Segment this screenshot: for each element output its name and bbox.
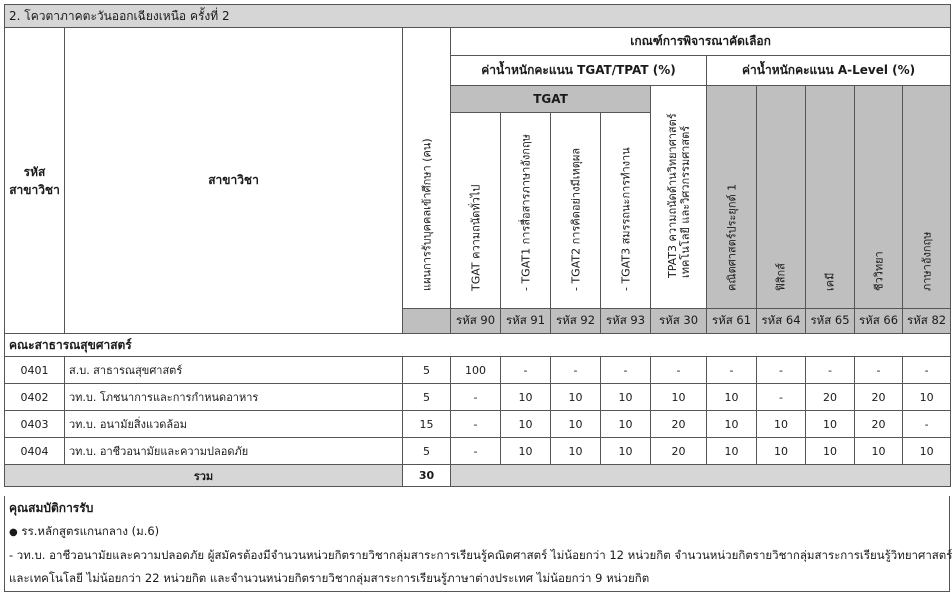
row-score: 20 — [651, 411, 707, 438]
row-score: - — [451, 438, 501, 465]
row-score: - — [707, 357, 757, 384]
row-score: - — [757, 357, 806, 384]
row-score: 10 — [651, 384, 707, 411]
row-code: 0404 — [5, 438, 65, 465]
subject-code: รหัส 65 — [806, 309, 855, 334]
header-alevel-weight: ค่าน้ำหนักคะแนน A-Level (%) — [707, 56, 951, 86]
row-score: 10 — [707, 438, 757, 465]
row-score: 10 — [806, 411, 855, 438]
bullet-icon: ● — [9, 527, 18, 538]
subject-code: รหัส 66 — [855, 309, 903, 334]
row-code: 0402 — [5, 384, 65, 411]
header-plan — [403, 28, 451, 309]
notes-line: และเทคโนโลยี ไม่น้อยกว่า 22 หน่วยกิต และจำนวนหน่วยกิตรายวิชากลุ่มสาระการเรียนรู้ภาษาต่างประเทศ ไม่น้อยกว่า 9 หน่วยกิต — [9, 571, 650, 585]
row-major: วท.บ. อาชีวอนามัยและความปลอดภัย — [65, 438, 403, 465]
table-row — [5, 384, 951, 411]
row-score: 10 — [501, 411, 551, 438]
header-plan-spacer — [403, 309, 451, 334]
row-score: - — [601, 357, 651, 384]
row-score: 10 — [707, 411, 757, 438]
subject-code: รหัส 61 — [707, 309, 757, 334]
subject-tgat1-label: - TGAT1 การสื่อสารภาษาอังกฤษ — [519, 134, 532, 291]
row-major: วท.บ. อนามัยสิ่งแวดล้อม — [65, 411, 403, 438]
subject-physics — [757, 86, 806, 309]
row-score: - — [903, 411, 951, 438]
notes-line-text: รร.หลักสูตรแกนกลาง (ม.6) — [21, 524, 160, 538]
row-score: 10 — [707, 384, 757, 411]
row-major: ส.บ. สาธารณสุขศาสตร์ — [65, 357, 403, 384]
header-plan-label: แผนการรับบุคคลเข้าศึกษา (คน) — [420, 138, 433, 291]
subject-chemistry — [806, 86, 855, 309]
total-row — [5, 465, 951, 487]
header-code-label: รหัส สาขาวิชา — [9, 164, 60, 197]
subject-math-label: คณิตศาสตร์ประยุกต์ 1 — [725, 183, 738, 291]
row-score: 20 — [855, 411, 903, 438]
row-plan: 5 — [403, 357, 451, 384]
subject-code: รหัส 82 — [903, 309, 951, 334]
row-score: 10 — [551, 384, 601, 411]
subject-code: รหัส 30 — [651, 309, 707, 334]
row-score: 10 — [903, 438, 951, 465]
subject-english — [903, 86, 951, 309]
subject-chemistry-label: เคมี — [823, 272, 837, 291]
row-score: 10 — [806, 438, 855, 465]
subject-tpat3-label — [666, 113, 692, 278]
subject-code: รหัส 91 — [501, 309, 551, 334]
subject-tgat1 — [501, 113, 551, 309]
row-score: - — [651, 357, 707, 384]
row-score: - — [757, 384, 806, 411]
subject-tpat3-line1: TPAT3 ความถนัดด้านวิทยาศาสตร์ — [665, 113, 679, 278]
row-score: 10 — [601, 411, 651, 438]
row-code: 0401 — [5, 357, 65, 384]
row-major: วท.บ. โภชนาการและการกำหนดอาหาร — [65, 384, 403, 411]
subject-math — [707, 86, 757, 309]
total-label: รวม — [5, 465, 403, 487]
subject-english-label: ภาษาอังกฤษ — [920, 231, 934, 291]
row-score: 10 — [855, 438, 903, 465]
header-major: สาขาวิชา — [65, 28, 403, 334]
total-value: 30 — [403, 465, 451, 487]
row-code: 0403 — [5, 411, 65, 438]
subject-tgat2 — [551, 113, 601, 309]
subject-tgat-label: TGAT ความถนัดทั่วไป — [469, 184, 482, 291]
row-plan: 15 — [403, 411, 451, 438]
subject-tpat3-line2: เทคโนโลยี และวิศวกรรมศาสตร์ — [678, 125, 692, 278]
row-score: 10 — [501, 384, 551, 411]
subject-code: รหัส 64 — [757, 309, 806, 334]
table-row — [5, 411, 951, 438]
subject-code: รหัส 93 — [601, 309, 651, 334]
header-criteria: เกณฑ์การพิจารณาคัดเลือก — [451, 28, 951, 56]
row-score: - — [451, 411, 501, 438]
row-score: 10 — [551, 438, 601, 465]
subject-code: รหัส 92 — [551, 309, 601, 334]
row-plan: 5 — [403, 438, 451, 465]
row-score: - — [451, 384, 501, 411]
row-score: 10 — [551, 411, 601, 438]
subject-tpat3 — [651, 86, 707, 309]
row-score: 20 — [651, 438, 707, 465]
admission-criteria-table — [4, 4, 951, 487]
faculty-heading: คณะสาธารณสุขศาสตร์ — [5, 334, 951, 357]
row-score: 20 — [806, 384, 855, 411]
notes-title: คุณสมบัติการรับ — [9, 501, 94, 515]
subject-tgat2-label: - TGAT2 การคิดอย่างมีเหตุผล — [569, 147, 582, 291]
admission-qualifications — [4, 496, 950, 592]
subject-biology — [855, 86, 903, 309]
row-score: 20 — [855, 384, 903, 411]
notes-line — [9, 520, 949, 544]
row-score: 10 — [757, 411, 806, 438]
row-score: 10 — [601, 438, 651, 465]
notes-line: - วท.บ. อาชีวอนามัยและความปลอดภัย ผู้สมัครต้องมีจำนวนหน่วยกิตรายวิชากลุ่มสาระการเรียนรู้คณิตศาสตร์ ไม่น้อยกว่า 12 หน่วยกิต จำนวนหน่วยกิตรายวิชากลุ่มสาระการเรียนรู้วิทยาศาสตร์ — [9, 548, 952, 562]
row-score: 10 — [757, 438, 806, 465]
row-score: 10 — [501, 438, 551, 465]
header-code — [5, 28, 65, 334]
subject-physics-label: ฟิสิกส์ — [774, 263, 788, 291]
header-tgat-tpat-weight: ค่าน้ำหนักคะแนน TGAT/TPAT (%) — [451, 56, 707, 86]
row-score: - — [855, 357, 903, 384]
subject-tgat — [451, 113, 501, 309]
row-score: - — [903, 357, 951, 384]
subject-biology-label: ชีววิทยา — [872, 251, 885, 291]
table-row — [5, 438, 951, 465]
header-tgat: TGAT — [451, 86, 651, 113]
section-title: 2. โควตาภาคตะวันออกเฉียงเหนือ ครั้งที่ 2 — [5, 5, 951, 28]
subject-tgat3 — [601, 113, 651, 309]
subject-tgat3-label: - TGAT3 สมรรถนะการทำงาน — [619, 147, 632, 291]
row-score: 10 — [903, 384, 951, 411]
total-fill — [451, 465, 951, 487]
row-plan: 5 — [403, 384, 451, 411]
row-score: 10 — [601, 384, 651, 411]
subject-code: รหัส 90 — [451, 309, 501, 334]
row-score: - — [806, 357, 855, 384]
row-score: 100 — [451, 357, 501, 384]
table-row — [5, 357, 951, 384]
row-score: - — [551, 357, 601, 384]
row-score: - — [501, 357, 551, 384]
